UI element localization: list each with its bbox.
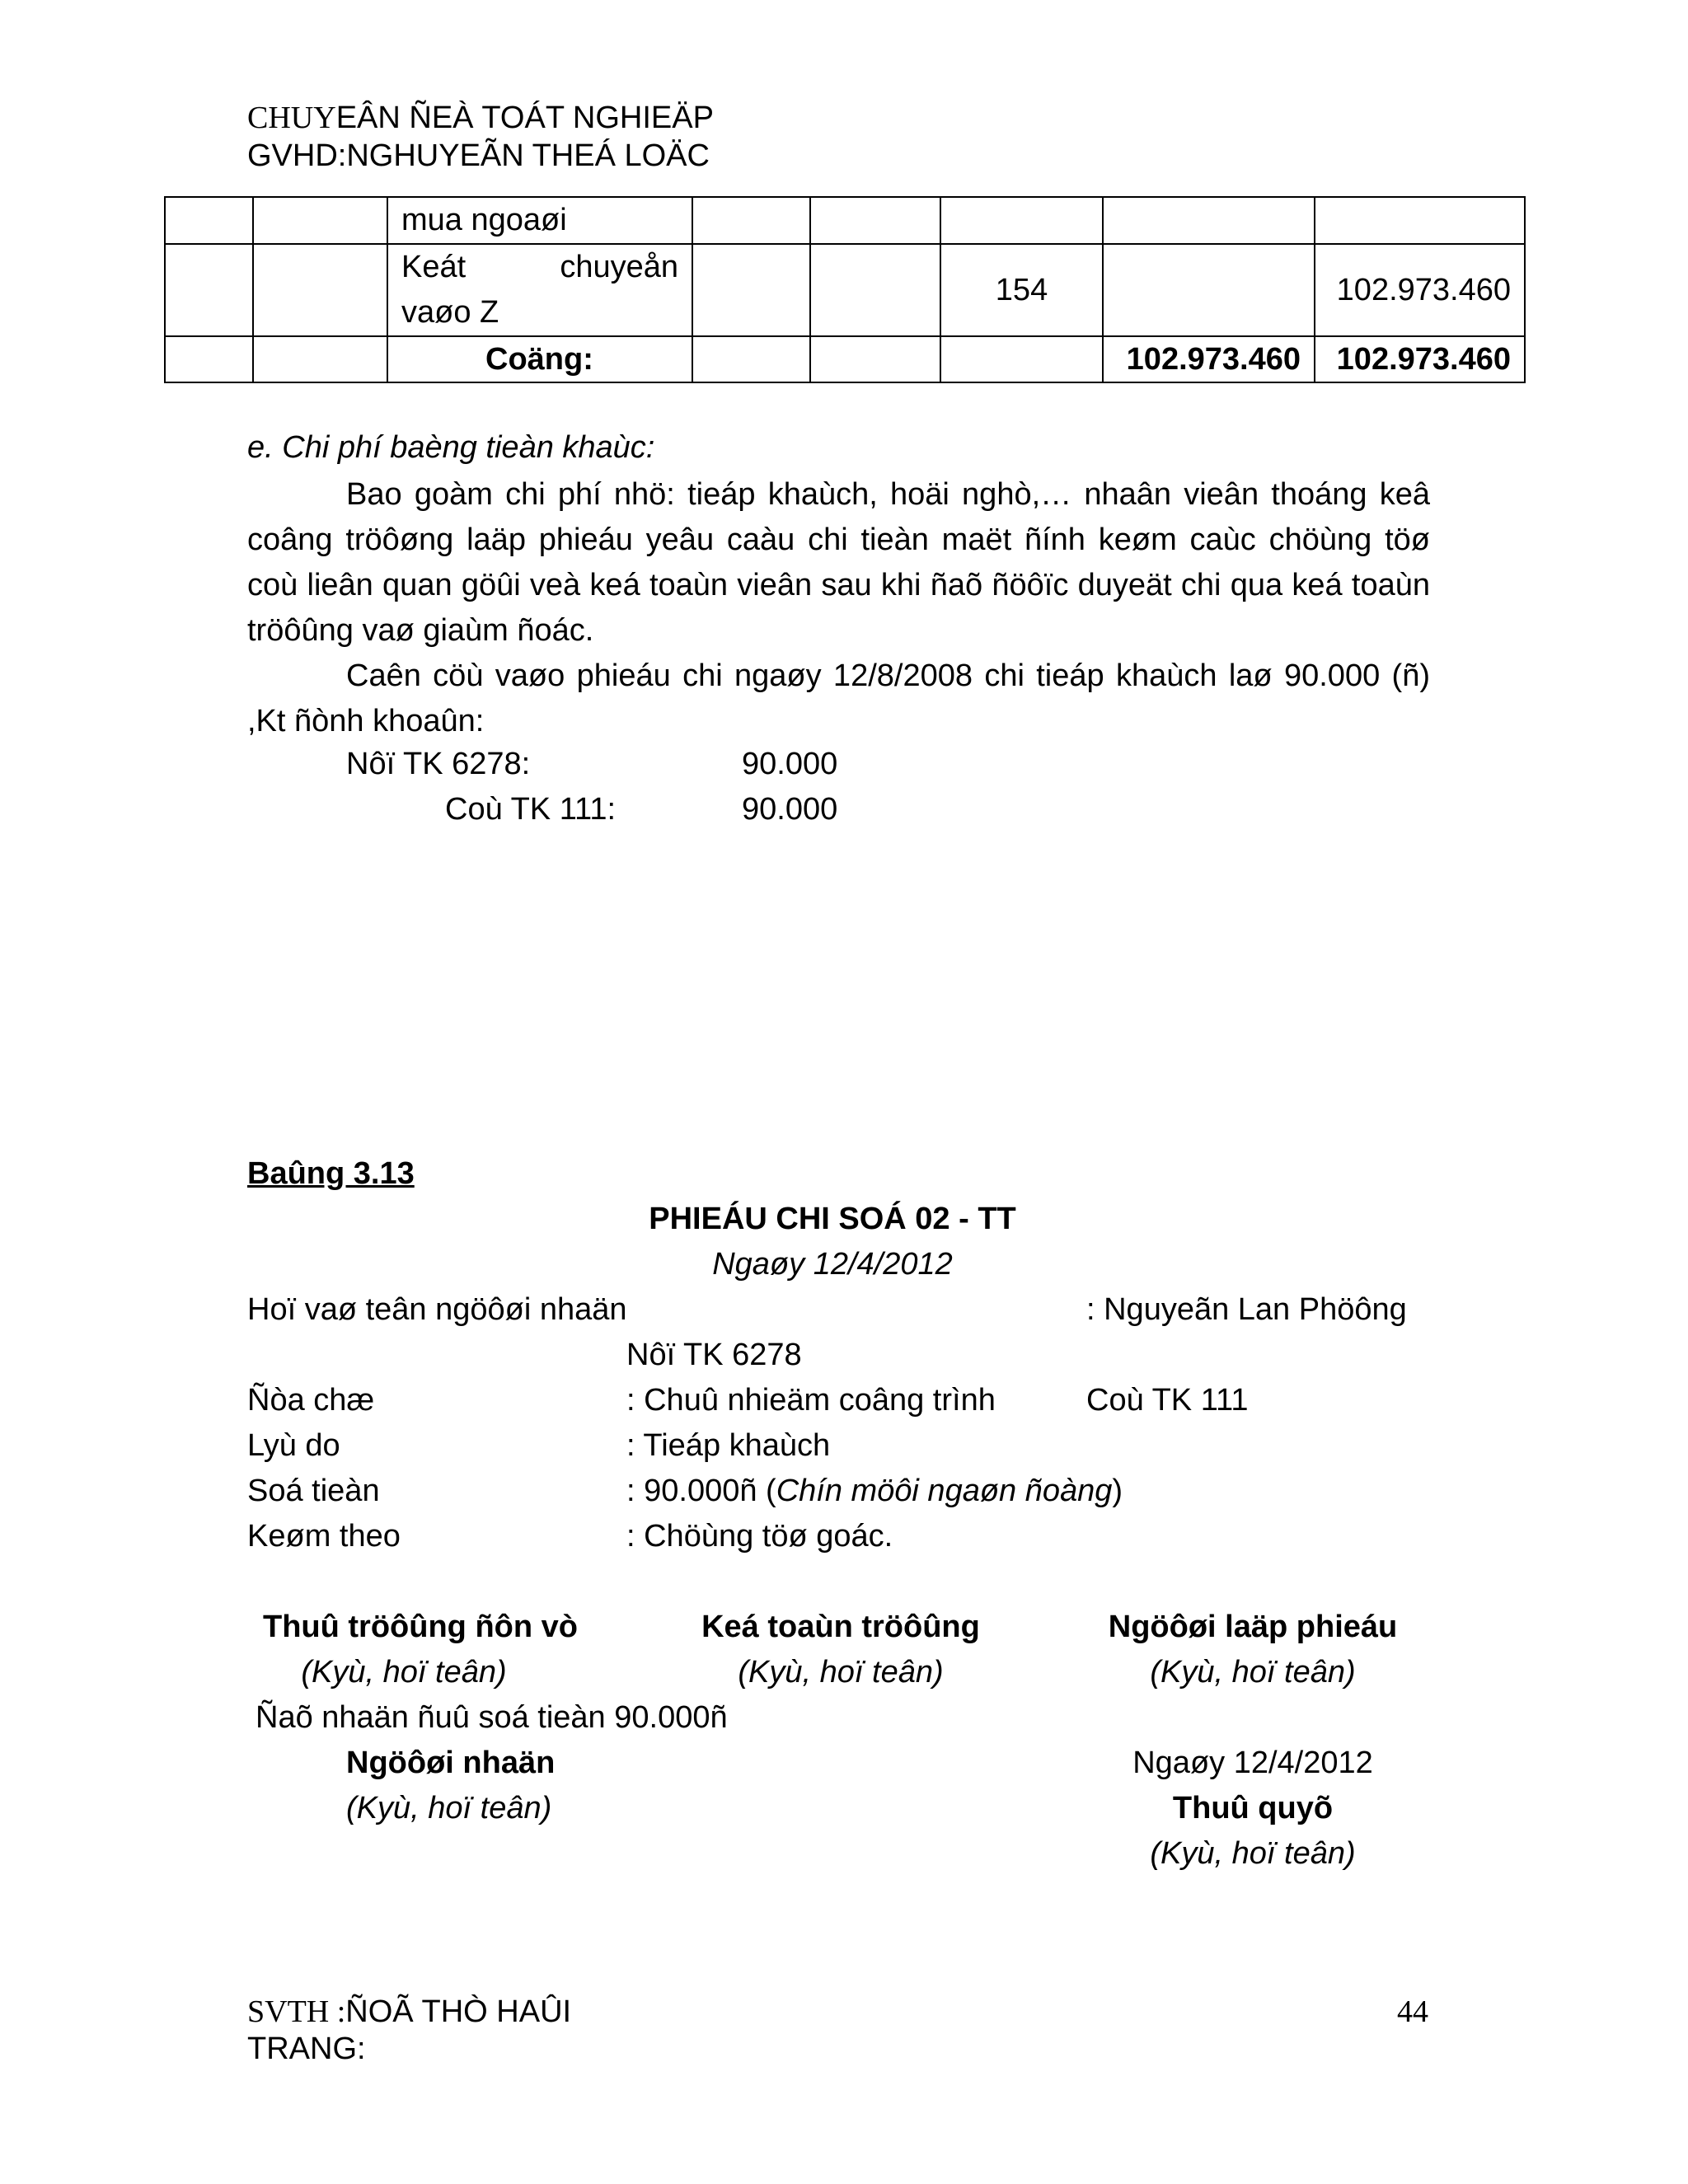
credit-entry-label: Coù TK 111: [445, 792, 617, 827]
header-line-2: GVHD:NGHUYEÃN THEÁ LOÄC [247, 138, 710, 173]
table-row [165, 244, 1525, 336]
footer-svth: SVTH : [247, 1994, 346, 2029]
address-label: Ñòa chæ [247, 1383, 375, 1418]
reason-label: Lyù do [247, 1428, 340, 1463]
signature-note: (Kyù, hoï teân) [301, 1655, 507, 1690]
voucher-date: Ngaøy 12/4/2012 [712, 1247, 953, 1282]
attachment-label: Keøm theo [247, 1519, 401, 1554]
signature-title-preparer: Ngöôøi laäp phieáu [1108, 1610, 1398, 1644]
received-statement: Ñaõ nhaän ñuû soá tieàn 90.000ñ [256, 1700, 728, 1735]
amount-in-words: Chín möôi ngaøn ñoàng [776, 1474, 1113, 1508]
signature-note: (Kyù, hoï teân) [738, 1655, 944, 1690]
signature-title-cashier: Thuû quyõ [1172, 1791, 1334, 1825]
desc-word-1: Keát [401, 250, 467, 284]
desc-word-2: chuyeån [560, 250, 678, 284]
credit-entry-value: 90.000 [742, 792, 838, 827]
debit-account: Nôï TK 6278 [626, 1338, 802, 1372]
amount-label: Soá tieàn [247, 1474, 380, 1508]
account-cell: 154 [940, 244, 1103, 336]
header-prefix: CHUY [247, 101, 336, 135]
total-debit: 102.973.460 [1103, 336, 1315, 382]
desc-word-3: vaøo Z [401, 295, 499, 330]
table-row-total [165, 336, 1525, 382]
signature-title-chief-accountant: Keá toaùn tröôûng [701, 1610, 980, 1644]
row-description [387, 244, 692, 336]
table-row [165, 197, 1525, 244]
debit-entry-value: 90.000 [742, 747, 838, 781]
receipt-date: Ngaøy 12/4/2012 [1132, 1746, 1373, 1780]
debit-entry-label: Nôï TK 6278: [346, 747, 531, 781]
ledger-table [164, 196, 1526, 383]
row-description: mua ngoaøi [387, 197, 692, 244]
signature-note: (Kyù, hoï teân) [1150, 1836, 1356, 1871]
recipient-label: Hoï vaø teân ngöôøi nhaän [247, 1292, 627, 1327]
header-title: EÂN ÑEÀ TOÁT NGHIEÄP [335, 101, 714, 135]
body-paragraph: Bao goàm chi phí nhö: tieáp khaùch, hoäi nghò,… nhaân vieân thoáng keâ coâng tröôøng laäp phieáu yeâu caàu chi tieàn maët ñính keøm caùc chöùng töø coù lieân quan göûi veà keá toaùn vieân sau khi ñaõ ñöôïc duyeät chi qua keá toaùn tröôûng vaø giaùm ñoác. [247, 477, 1430, 648]
signature-note: (Kyù, hoï teân) [1150, 1655, 1356, 1690]
footer-student-name: ÑOÃ THÒ HAÛI [345, 1994, 572, 2029]
total-credit: 102.973.460 [1315, 336, 1525, 382]
footer-trang: TRANG: [247, 2032, 366, 2066]
section-heading: e. Chi phí baèng tieàn khaùc: [247, 430, 655, 465]
amount-value [626, 1474, 1123, 1509]
address-value: : Chuû nhieäm coâng trình [626, 1383, 996, 1418]
credit-account: Coù TK 111 [1086, 1383, 1249, 1418]
voucher-title: PHIEÁU CHI SOÁ 02 - TT [649, 1202, 1016, 1236]
page-number: 44 [1397, 1994, 1428, 2029]
signature-note: (Kyù, hoï teân) [346, 1791, 552, 1825]
signature-title-director: Thuû tröôûng ñôn vò [262, 1610, 578, 1644]
header-line-1 [247, 99, 714, 137]
credit-cell: 102.973.460 [1315, 244, 1525, 336]
amount-number: : 90.000ñ ( [626, 1474, 776, 1508]
reason-value: : Tieáp khaùch [626, 1428, 831, 1463]
amount-suffix: ) [1112, 1474, 1123, 1508]
total-label: Coäng: [387, 336, 692, 382]
table-caption: Baûng 3.13 [247, 1156, 415, 1191]
signature-title-receiver: Ngöôøi nhaän [346, 1746, 556, 1780]
body-paragraph: Caên cöù vaøo phieáu chi ngaøy 12/8/2008 chi tieáp khaùch laø 90.000 (ñ) ,Kt ñònh khoaûn: [247, 658, 1430, 738]
attachment-value: : Chöùng töø goác. [626, 1519, 893, 1554]
recipient-value: : Nguyeãn Lan Phöông [1086, 1292, 1407, 1327]
footer-student [247, 1994, 571, 2030]
